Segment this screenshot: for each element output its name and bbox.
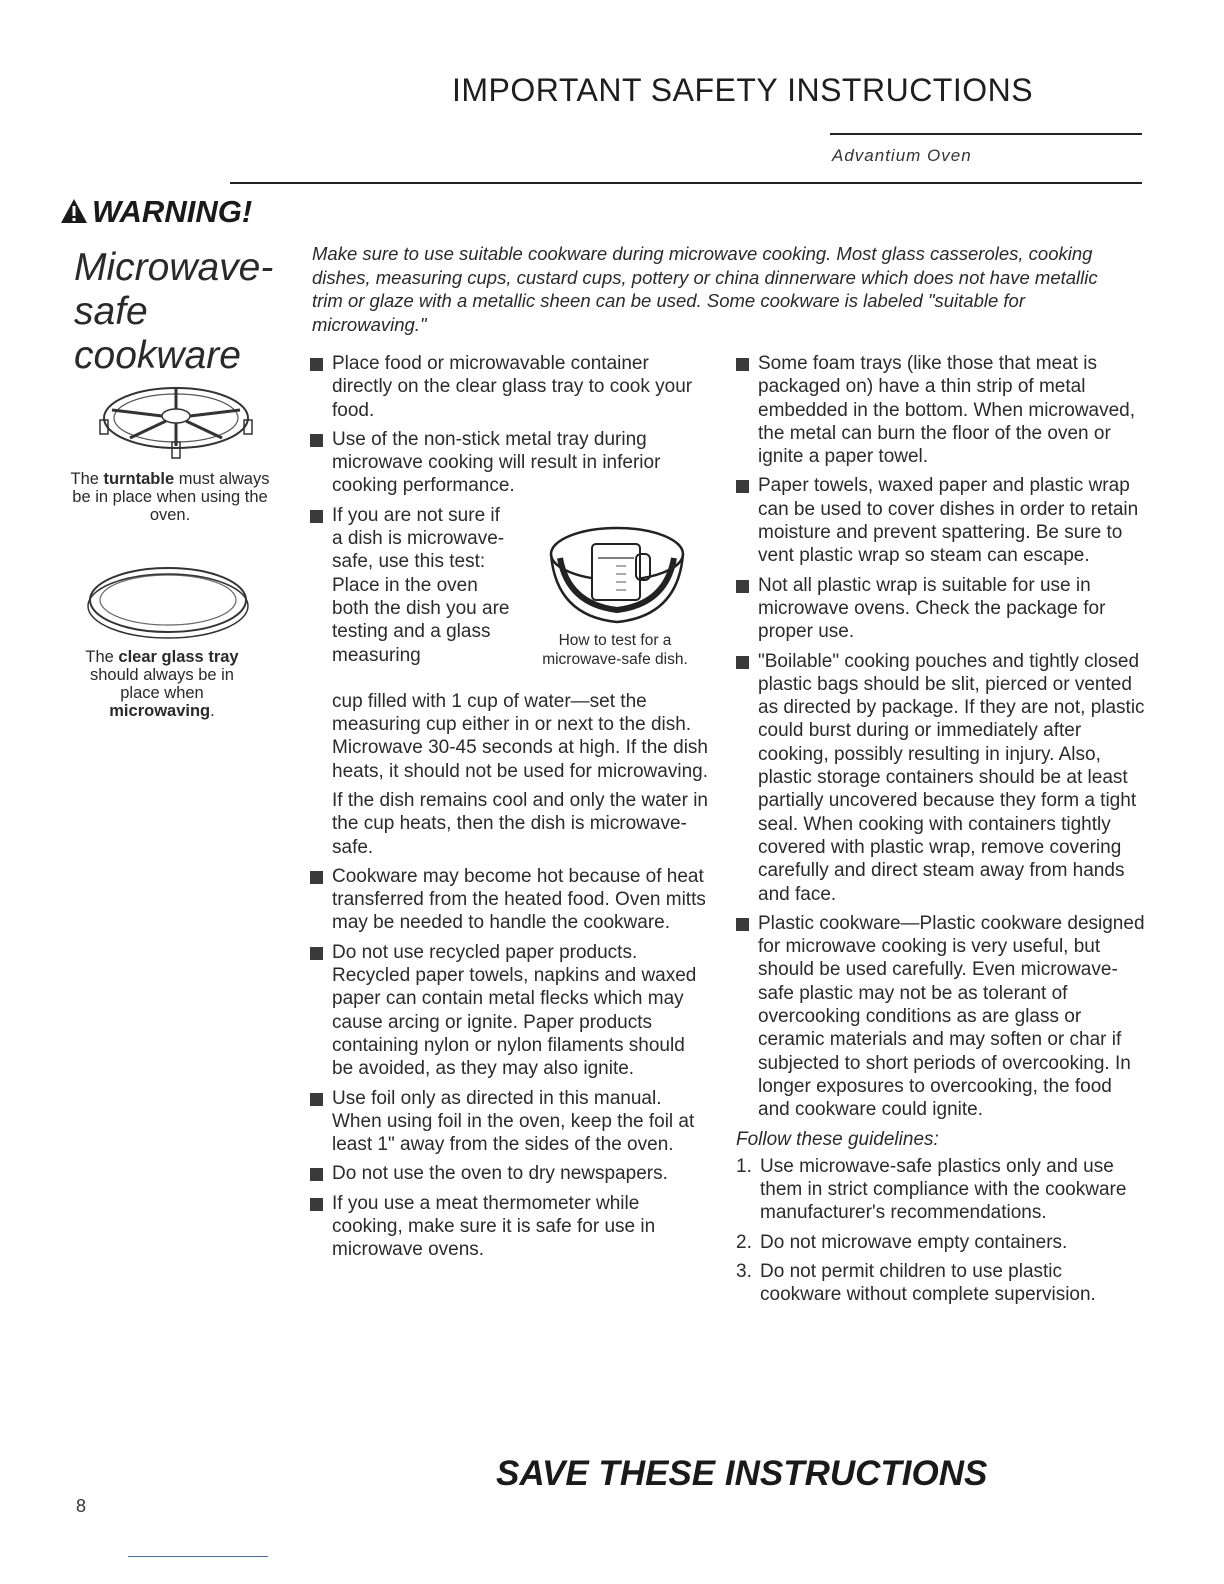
header-subtitle: Advantium Oven: [832, 146, 972, 165]
turntable-caption: The turntable must always be in place when using the oven.: [70, 470, 270, 524]
guidelines-heading: Follow these guidelines:: [736, 1128, 939, 1150]
list-item: If you use a meat thermometer while cooking, make sure it is safe for use in microwave ovens.: [310, 1192, 710, 1262]
list-item: Do not use recycled paper products. Recycled paper towels, napkins and waxed paper can contain metal flecks which may cause arcing or ignite. Paper products containing nylon or nylon filaments should be avoided, as they may also ignite.: [310, 941, 710, 1081]
list-item: Use foil only as directed in this manual. When using foil in the oven, keep the foil at least 1" away from the sides of the oven.: [310, 1087, 710, 1157]
bullet-icon: [736, 918, 749, 931]
right-column: [736, 352, 1146, 1313]
bullet-icon: [310, 1198, 323, 1211]
turntable-illustration: [90, 380, 262, 464]
intro-text: Make sure to use suitable cookware during microwave cooking. Most glass casseroles, cooking dishes, measuring cups, custard cups, pottery or china dinnerware which does not have metallic trim or glaze with a metallic sheen can be used. Some cookware is labeled "suitable for microwaving.": [312, 243, 1098, 335]
bullet-icon: [310, 947, 323, 960]
bullet-icon: [736, 358, 749, 371]
list-item: Some foam trays (like those that meat is packaged on) have a thin strip of metal embedded in the bottom. When microwaved, the metal can burn the floor of the oven or ignite a paper towel.: [736, 352, 1146, 468]
section-rule: [230, 182, 1142, 184]
save-instructions-footer: SAVE THESE INSTRUCTIONS: [496, 1454, 988, 1493]
guideline-item: 2. Do not microwave empty containers.: [736, 1231, 1068, 1253]
bullet-icon: [310, 510, 323, 523]
list-item: Use of the non-stick metal tray during microwave cooking will result in inferior cooking performance.: [310, 428, 710, 498]
footer-rule: [128, 1556, 268, 1557]
bullet-icon: [736, 580, 749, 593]
dish-test-caption: How to test for a microwave-safe dish.: [542, 632, 688, 668]
bullet-icon: [310, 358, 323, 371]
guideline-item: 1. Use microwave-safe plastics only and use them in strict compliance with the cookware manufacturer's recommendations.: [736, 1155, 1127, 1224]
warning-label: WARNING!: [92, 194, 253, 229]
bullet-icon: [310, 434, 323, 447]
warning-triangle-icon: [60, 196, 88, 232]
list-item-continued: cup filled with 1 cup of water—set the measuring cup either in or next to the dish. Microwave 30-45 seconds at high. If the dish heats, it should not be used for microwaving.: [332, 690, 708, 782]
bullet-icon: [736, 656, 749, 669]
bullet-icon: [310, 871, 323, 884]
list-item: Place food or microwavable container directly on the clear glass tray to cook your food.: [310, 352, 710, 422]
list-item: Plastic cookware—Plastic cookware designed for microwave cooking is very useful, but should be used carefully. Even microwave-safe plastic may not be as tolerant of overcooking conditions as are glass or ceramic materials and may soften or char if subjected to short periods of overcooking. In longer exposures to overcooking, the food and cookware could ignite.: [736, 912, 1146, 1122]
list-item: Do not use the oven to dry newspapers.: [310, 1162, 710, 1185]
guideline-item: 3. Do not permit children to use plastic cookware without complete supervision.: [736, 1260, 1096, 1306]
bullet-icon: [736, 480, 749, 493]
page-title: IMPORTANT SAFETY INSTRUCTIONS: [452, 72, 1034, 108]
middle-column: [310, 352, 710, 1268]
section-title: Microwave-safe cookware: [74, 246, 274, 377]
list-item: Not all plastic wrap is suitable for use in microwave ovens. Check the package for proper use.: [736, 574, 1146, 644]
bullet-icon: [310, 1168, 323, 1181]
list-item: Cookware may become hot because of heat transferred from the heated food. Oven mitts may be needed to handle the cookware.: [310, 865, 710, 935]
warning-heading: [60, 194, 252, 232]
bullet-icon: [310, 1093, 323, 1106]
list-item: "Boilable" cooking pouches and tightly closed plastic bags should be slit, pierced or vented as directed by package. If they are not, plastic could burst during or immediately after cooking, possibly resulting in injury. Also, plastic storage containers should be at least partially uncovered because they form a tight seal. When cooking with containers tightly covered with plastic wrap, remove covering carefully and direct steam away from hands and face.: [736, 650, 1146, 906]
header-rule: [830, 133, 1142, 135]
list-item: Paper towels, waxed paper and plastic wrap can be used to cover dishes in order to retain moisture and prevent spattering. Be sure to vent plastic wrap so steam can escape.: [736, 474, 1146, 567]
glass-tray-caption: The clear glass tray should always be in place when microwaving.: [85, 648, 239, 720]
list-item: If you are not sure if a dish is microwave-safe, use this test: Place in the oven both the dish you are testing and a glass measuring: [310, 504, 710, 690]
glass-tray-illustration: [84, 562, 252, 642]
page-number: 8: [76, 1496, 87, 1516]
list-paragraph: If the dish remains cool and only the water in the cup heats, then the dish is microwave-safe.: [332, 789, 708, 858]
